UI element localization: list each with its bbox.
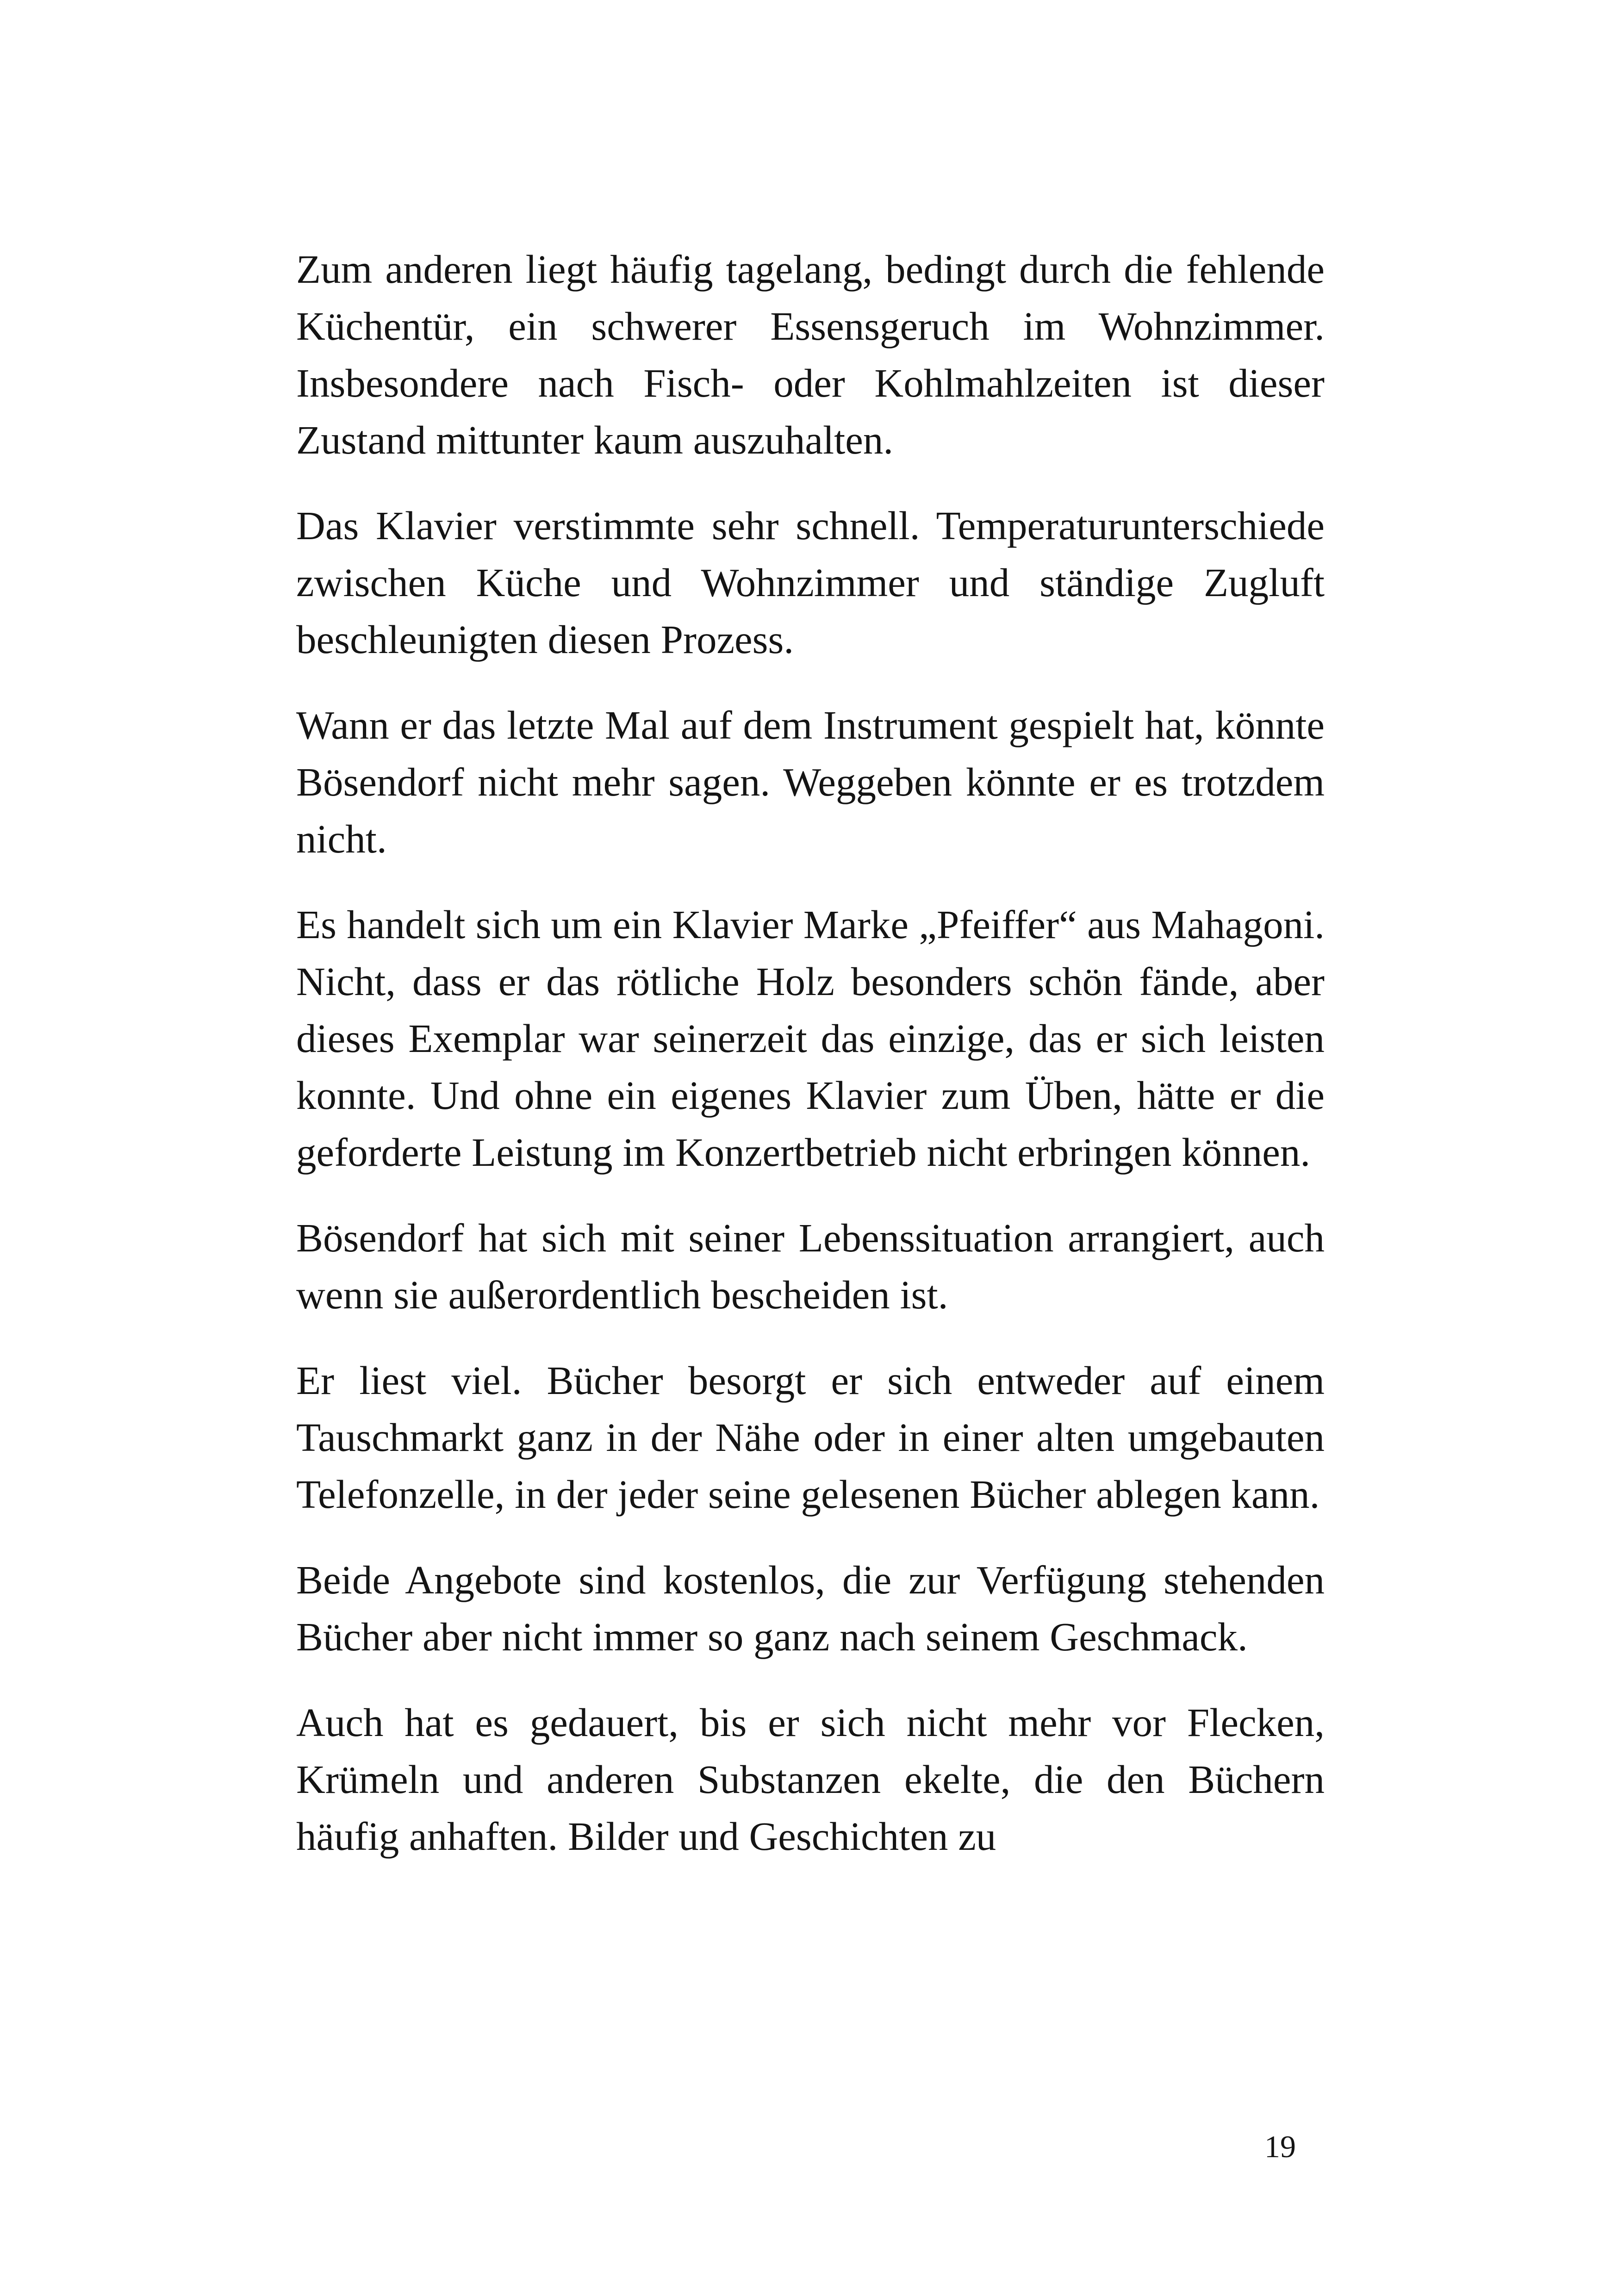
paragraph-2: Das Klavier verstimmte sehr schnell. Temperaturunterschiede zwischen Küche und Wohnzimmer und ständige Zugluft beschleunigten diesen Prozess. xyxy=(296,503,1325,662)
paragraph-7: Beide Angebote sind kostenlos, die zur Verfügung stehenden Bücher aber nicht immer so ganz nach seinem Geschmack. xyxy=(296,1557,1325,1659)
paragraph-3: Wann er das letzte Mal auf dem Instrument gespielt hat, könnte Bösendorf nicht mehr sagen. Weggeben könnte er es trotzdem nicht. xyxy=(296,703,1325,861)
paragraph-5: Bösendorf hat sich mit seiner Lebenssituation arrangiert, auch wenn sie außerordentlich bescheiden ist. xyxy=(296,1215,1325,1317)
paragraph-6: Er liest viel. Bücher besorgt er sich entweder auf einem Tauschmarkt ganz in der Nähe oder in einer alten umgebauten Telefonzelle, in der jeder seine gelesenen Bücher ablegen kann. xyxy=(296,1358,1325,1517)
paragraph-1: Zum anderen liegt häufig tagelang, bedingt durch die fehlende Küchentür, ein schwerer Essensgeruch im Wohnzimmer. Insbesondere nach Fisch- oder Kohlmahlzeiten ist dieser Zustand mittunter kaum auszuhalten. xyxy=(296,247,1325,462)
page-number: 19 xyxy=(1264,2129,1296,2164)
paragraph-8: Auch hat es gedauert, bis er sich nicht mehr vor Flecken, Krümeln und anderen Substanzen ekelte, die den Büchern häufig anhaften. Bilder und Geschichten zu xyxy=(296,1700,1325,1859)
paragraph-4: Es handelt sich um ein Klavier Marke „Pfeiffer“ aus Mahagoni. Nicht, dass er das rötliche Holz besonders schön fände, aber dieses Exemplar war seinerzeit das einzige, das er sich leisten konnte. Und ohne ein eigenes Klavier zum Üben, hätte er die geforderte Leistung im Konzertbetrieb nicht erbringen können. xyxy=(296,902,1325,1175)
body-text xyxy=(296,241,1325,1865)
